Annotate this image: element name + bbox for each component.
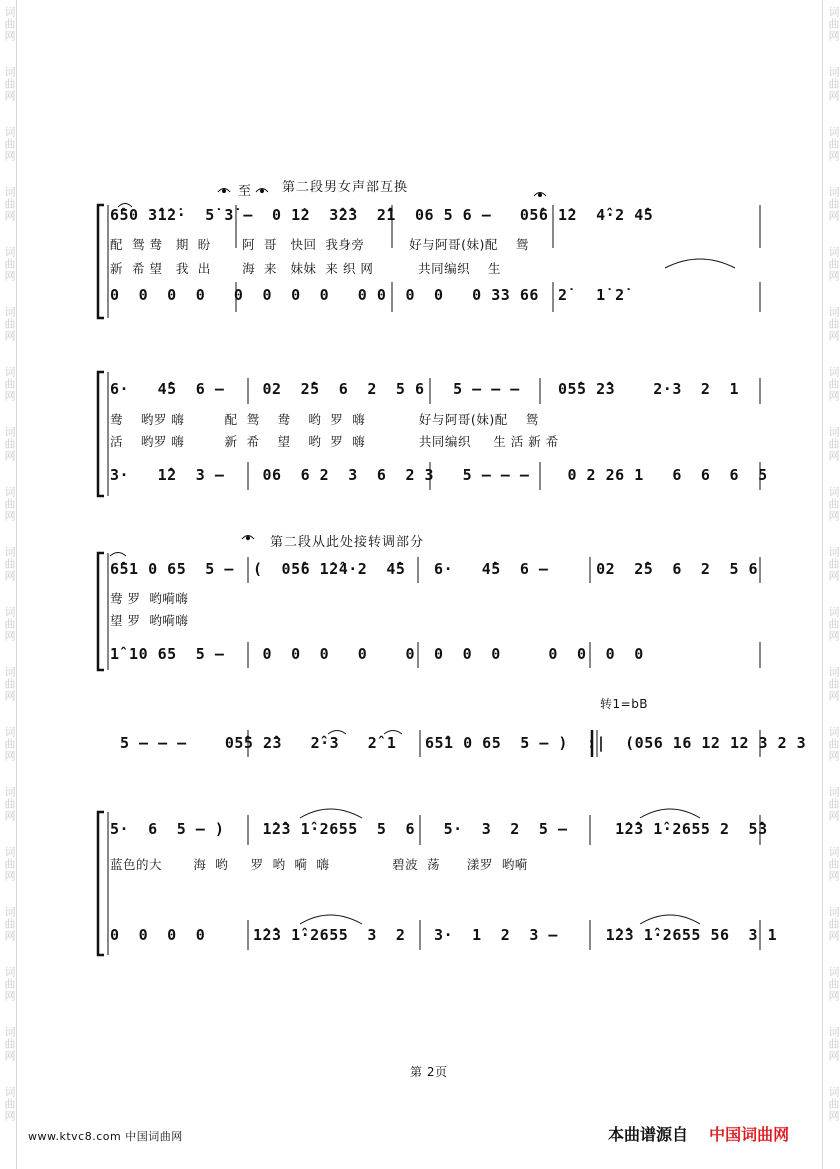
side-watermark-mark: 词曲网 [827,606,840,642]
footer-attribution [608,1122,789,1145]
page-number: 第 2页 [410,1065,448,1079]
system-1-lyric-2: 新 希 望 我 出 海 来 妹妹 来 织 网 共同编织 生 [110,261,501,276]
system-5-harmony: 0 0 0 0 1̇2̂3 1̂·2655 3 2 3· 1 2 3 – 1̇2̂3 1̂·2655 56 3 1 [110,926,778,944]
side-watermark-mark: 词曲网 [827,786,840,822]
to-mark: 至 [238,184,252,199]
system-1-melody: 6̂50 3̂1̇2̇· 5̇ 3̇ – 0 1̇2 3̂2̂3 2̂1 06 5 6 – 05̂6 1̇2 4̂·2 4̂5 [110,206,654,224]
side-watermark-mark: 词曲网 [827,486,840,522]
side-watermark-mark: 词曲网 [827,126,840,162]
side-watermark-mark: 词曲网 [827,666,840,702]
system-2-harmony: 3· 1̂2 3 – 06 6 2 3 6 2 3 5 – – – 0 2 26 1 6 6 6 5 [110,466,768,484]
system-2-melody: 6· 4̂5 6 – 02 2̂5 6 2 5 6 5 – – – 05̂5 2̂3 2·3 2 1 [110,380,740,398]
side-watermark-mark: 词曲网 [3,306,16,342]
system-3-lyric-1: 鸯 罗 哟嗬嗨 [110,591,189,606]
side-watermark-mark: 词曲网 [3,1086,16,1122]
side-watermark-mark: 词曲网 [827,546,840,582]
side-watermark-mark: 词曲网 [827,246,840,282]
section-2-exchange-note: 第二段男女声部互换 [282,180,409,195]
side-watermark-mark: 词曲网 [827,726,840,762]
system-3-lyric-2: 望 罗 哟嗬嗨 [110,613,189,628]
system-3-melody: 6̂51 0 65 5 – ( 05̂6 1̇2̂4·2 4̂5 6· 4̂5 6 – 02 2̂5 6 2 5 6 [110,560,759,578]
system-5-lyric-1: 蓝色的大 海 哟 罗 哟 嗬 嗨 碧波 荡 漾罗 哟嗬 [110,857,528,872]
modulation-mark: 转1=bB [600,697,649,711]
side-watermark-mark: 词曲网 [827,846,840,882]
system-1-harmony: 0 0 0 0 0 0 0 0 0 0 0 0 0 33 66 2̇ 1̇ 2̇ [110,286,625,304]
side-watermark-mark: 词曲网 [827,1026,840,1062]
side-watermark-mark: 词曲网 [827,906,840,942]
side-watermark-mark: 词曲网 [3,726,16,762]
side-watermark-mark: 词曲网 [3,246,16,282]
footer-attribution-site: 中国词曲网 [709,1125,790,1144]
side-watermark-mark: 词曲网 [3,6,16,42]
side-watermark-mark: 词曲网 [3,966,16,1002]
side-watermark-mark: 词曲网 [827,306,840,342]
side-watermark-mark: 词曲网 [3,606,16,642]
side-watermark-mark: 词曲网 [827,1086,840,1122]
side-watermark-mark: 词曲网 [827,366,840,402]
system-5-melody: 5· 6 5 – ) 1̇2̂3 1̂·2655 5 6 5· 3 2 5 – 1̇2̂3 1̂·2655 2 5̂3 [110,820,768,838]
system-4-melody: 5 – – – 05̂5 2̂3 2̂·3 2̂ 1 65̂1 0 65 5 – ) :| (056 16 12 12 3 2 3 [120,734,807,752]
side-watermark-mark: 词曲网 [3,366,16,402]
system-2-lyric-1: 鸯 哟罗 嗨 配 鸳 鸯 哟 罗 嗨 好与阿哥(妹)配 鸳 [110,412,539,427]
side-watermark-mark: 词曲网 [827,426,840,462]
system-3-harmony: 1̂ 10 65 5 – 0 0 0 0 0 0 0 0 0 0 0 0 [110,645,644,663]
system-1-lyric-1: 配 鸳 鸯 期 盼 阿 哥 快回 我身旁 好与阿哥(妹)配 鸳 [110,237,529,252]
side-watermark-mark: 词曲网 [3,546,16,582]
side-watermark-mark: 词曲网 [3,786,16,822]
side-watermark-mark: 词曲网 [3,486,16,522]
side-watermark-mark: 词曲网 [827,6,840,42]
side-watermark-mark: 词曲网 [3,666,16,702]
side-watermark-mark: 词曲网 [3,846,16,882]
side-watermark-mark: 词曲网 [827,186,840,222]
side-watermark-mark: 词曲网 [3,906,16,942]
section-2-transition-note: 第二段从此处接转调部分 [270,535,425,550]
footer-attribution-label: 本曲谱源自 [608,1125,689,1144]
footer-source-site: www.ktvc8.com 中国词曲网 [28,1130,183,1143]
side-watermark-mark: 词曲网 [3,186,16,222]
side-watermark-mark: 词曲网 [3,1026,16,1062]
side-watermark-mark: 词曲网 [3,126,16,162]
system-2-lyric-2: 活 哟罗 嗨 新 希 望 哟 罗 嗨 共同编织 生 活 新 希 [110,434,559,449]
side-watermark-mark: 词曲网 [827,966,840,1002]
side-watermark-mark: 词曲网 [827,66,840,102]
side-watermark-mark: 词曲网 [3,426,16,462]
side-watermark-mark: 词曲网 [3,66,16,102]
